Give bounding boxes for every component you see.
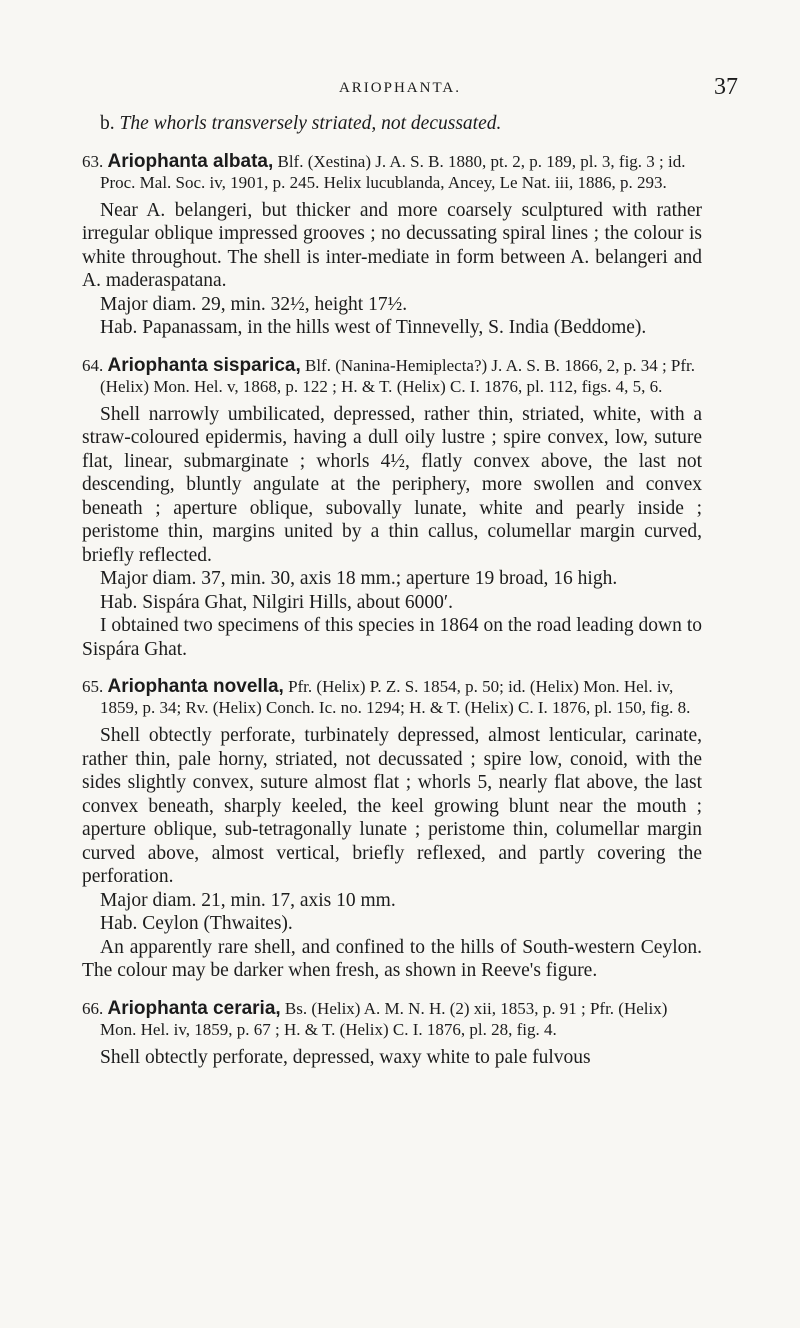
entry-description: Near A. belangeri, but thicker and more coarsely sculptured with rather irregular oblique impressed grooves ; no decussating spiral lines ; the colour is white throughout. The shell is inter-mediate in form between A. belangeri and A. maderaspatana. — [82, 199, 702, 291]
page-body — [82, 112, 702, 1069]
species-entry — [82, 998, 702, 1070]
reference-line: Blf. (Xestina) J. A. S. B. 1880, pt. 2, p. 189, — [277, 151, 576, 171]
entry-measurements: Major diam. 21, min. 17, axis 10 mm. — [100, 889, 396, 911]
entry-measurements: Major diam. 37, min. 30, axis 18 mm.; aperture 19 broad, 16 high. — [100, 568, 618, 589]
reference-line: (Helix) Mon. Hel. iv, 1859, p. 34; Rv. (Helix) Conch. Ic. no. 1294; — [100, 677, 674, 717]
entry-habitat: Hab. Papanassam, in the hills west of Tinnevelly, S. India (Beddome). — [100, 317, 647, 338]
reference-line: Helix lucublanda, Ancey, Le Nat. iii, 1886, p. 293. — [323, 172, 667, 192]
entry-description: Shell obtectly perforate, depressed, waxy white to pale fulvous — [100, 1046, 591, 1068]
entry-number: 63. — [82, 151, 104, 171]
entry-habitat: Hab. Sispára Ghat, Nilgiri Hills, about 6000′. — [100, 591, 454, 613]
species-entry — [82, 355, 702, 662]
entry-number: 65. — [82, 677, 104, 696]
species-name: Ariophanta sisparica, — [107, 354, 301, 376]
entry-habitat: Hab. Ceylon (Thwaites). — [100, 913, 293, 934]
page-number: 37 — [714, 74, 738, 100]
reference-line: Bs. (Helix) A. M. N. H. (2) xii, 1853, — [284, 998, 539, 1018]
entry-number: 66. — [82, 998, 104, 1018]
entry-number: 64. — [82, 355, 104, 375]
entry-description: Shell obtectly perforate, turbinately depressed, almost lenticular, carinate, rather thin, pale horny, striated, not decussated ; spire low, conoid, with the sides slightly convex, suture almost flat ; whorls 5, nearly flat above, the last convex beneath, sharply keeled, the keel growing blunt near the mouth ; aperture oblique, sub-tetragonally lunate ; peristome thin, columellar margin curved above, almost vertical, briefly reflexed, and partly covering the perforation. — [82, 725, 702, 887]
reference-line: p. 91 ; Pfr. (Helix) Mon. Hel. iv, 1859, p. 67 ; H. & T. (Helix) — [100, 998, 668, 1039]
reference-line: pl. 3, fig. 3 ; id. Proc. Mal. Soc. iv, 1901, p. 245. — [100, 151, 686, 192]
reference-line: H. & T. (Helix) C. I. 1876, pl. 150, fig. 8. — [409, 698, 691, 717]
reference-line: Blf. (Nanina-Hemiplecta?) J. A. S. B. — [304, 355, 560, 375]
entry-heading — [82, 676, 702, 718]
running-head: ARIOPHANTA. — [338, 80, 462, 96]
species-entry — [82, 151, 702, 340]
entry-measurements: Major diam. 29, min. 32½, height 17½. — [100, 293, 408, 315]
entry-heading — [82, 998, 702, 1040]
species-name: Ariophanta novella, — [107, 676, 284, 697]
species-name: Ariophanta albata, — [107, 150, 274, 172]
entry-note: An apparently rare shell, and confined to the hills of South-western Ceylon. The colour may be darker when fresh, as shown in Reeve's figure. — [82, 936, 702, 981]
entry-heading — [82, 355, 702, 397]
reference-line: Pfr. (Helix) P. Z. S. 1854, p. 50; id. — [288, 677, 526, 696]
subsection-label: b. — [100, 113, 115, 134]
entry-heading — [82, 151, 702, 193]
entry-note: I obtained two specimens of this species in 1864 on the road leading down to Sispára Ghat. — [82, 615, 702, 660]
species-name: Ariophanta ceraria, — [107, 997, 281, 1019]
entry-description: Shell narrowly umbilicated, depressed, rather thin, striated, white, with a straw-coloured epidermis, having a dull oily lustre ; spire convex, low, suture flat, linear, submarginate ; whorls 4½, flatly convex above, the last not descending, bluntly angulate at the periphery, more swollen and convex beneath ; aperture oblique, subovally lunate, white and pearly inside ; peristome thin, margins united by a thin callus, columellar margin curved, briefly reflected. — [82, 403, 702, 566]
reference-line: 1866, 2, p. 34 ; Pfr. (Helix) Mon. Hel. v, 1868, p. 122 ; H. & T. — [100, 355, 695, 396]
species-entry — [82, 676, 702, 983]
reference-line: (Helix) C. I. 1876, pl. 112, figs. 4, 5, 6. — [396, 376, 663, 396]
subsection-text: The whorls transversely striated, not decussated. — [119, 113, 502, 134]
reference-line: C. I. 1876, pl. 28, fig. 4. — [392, 1019, 557, 1039]
subsection-heading — [82, 112, 702, 136]
